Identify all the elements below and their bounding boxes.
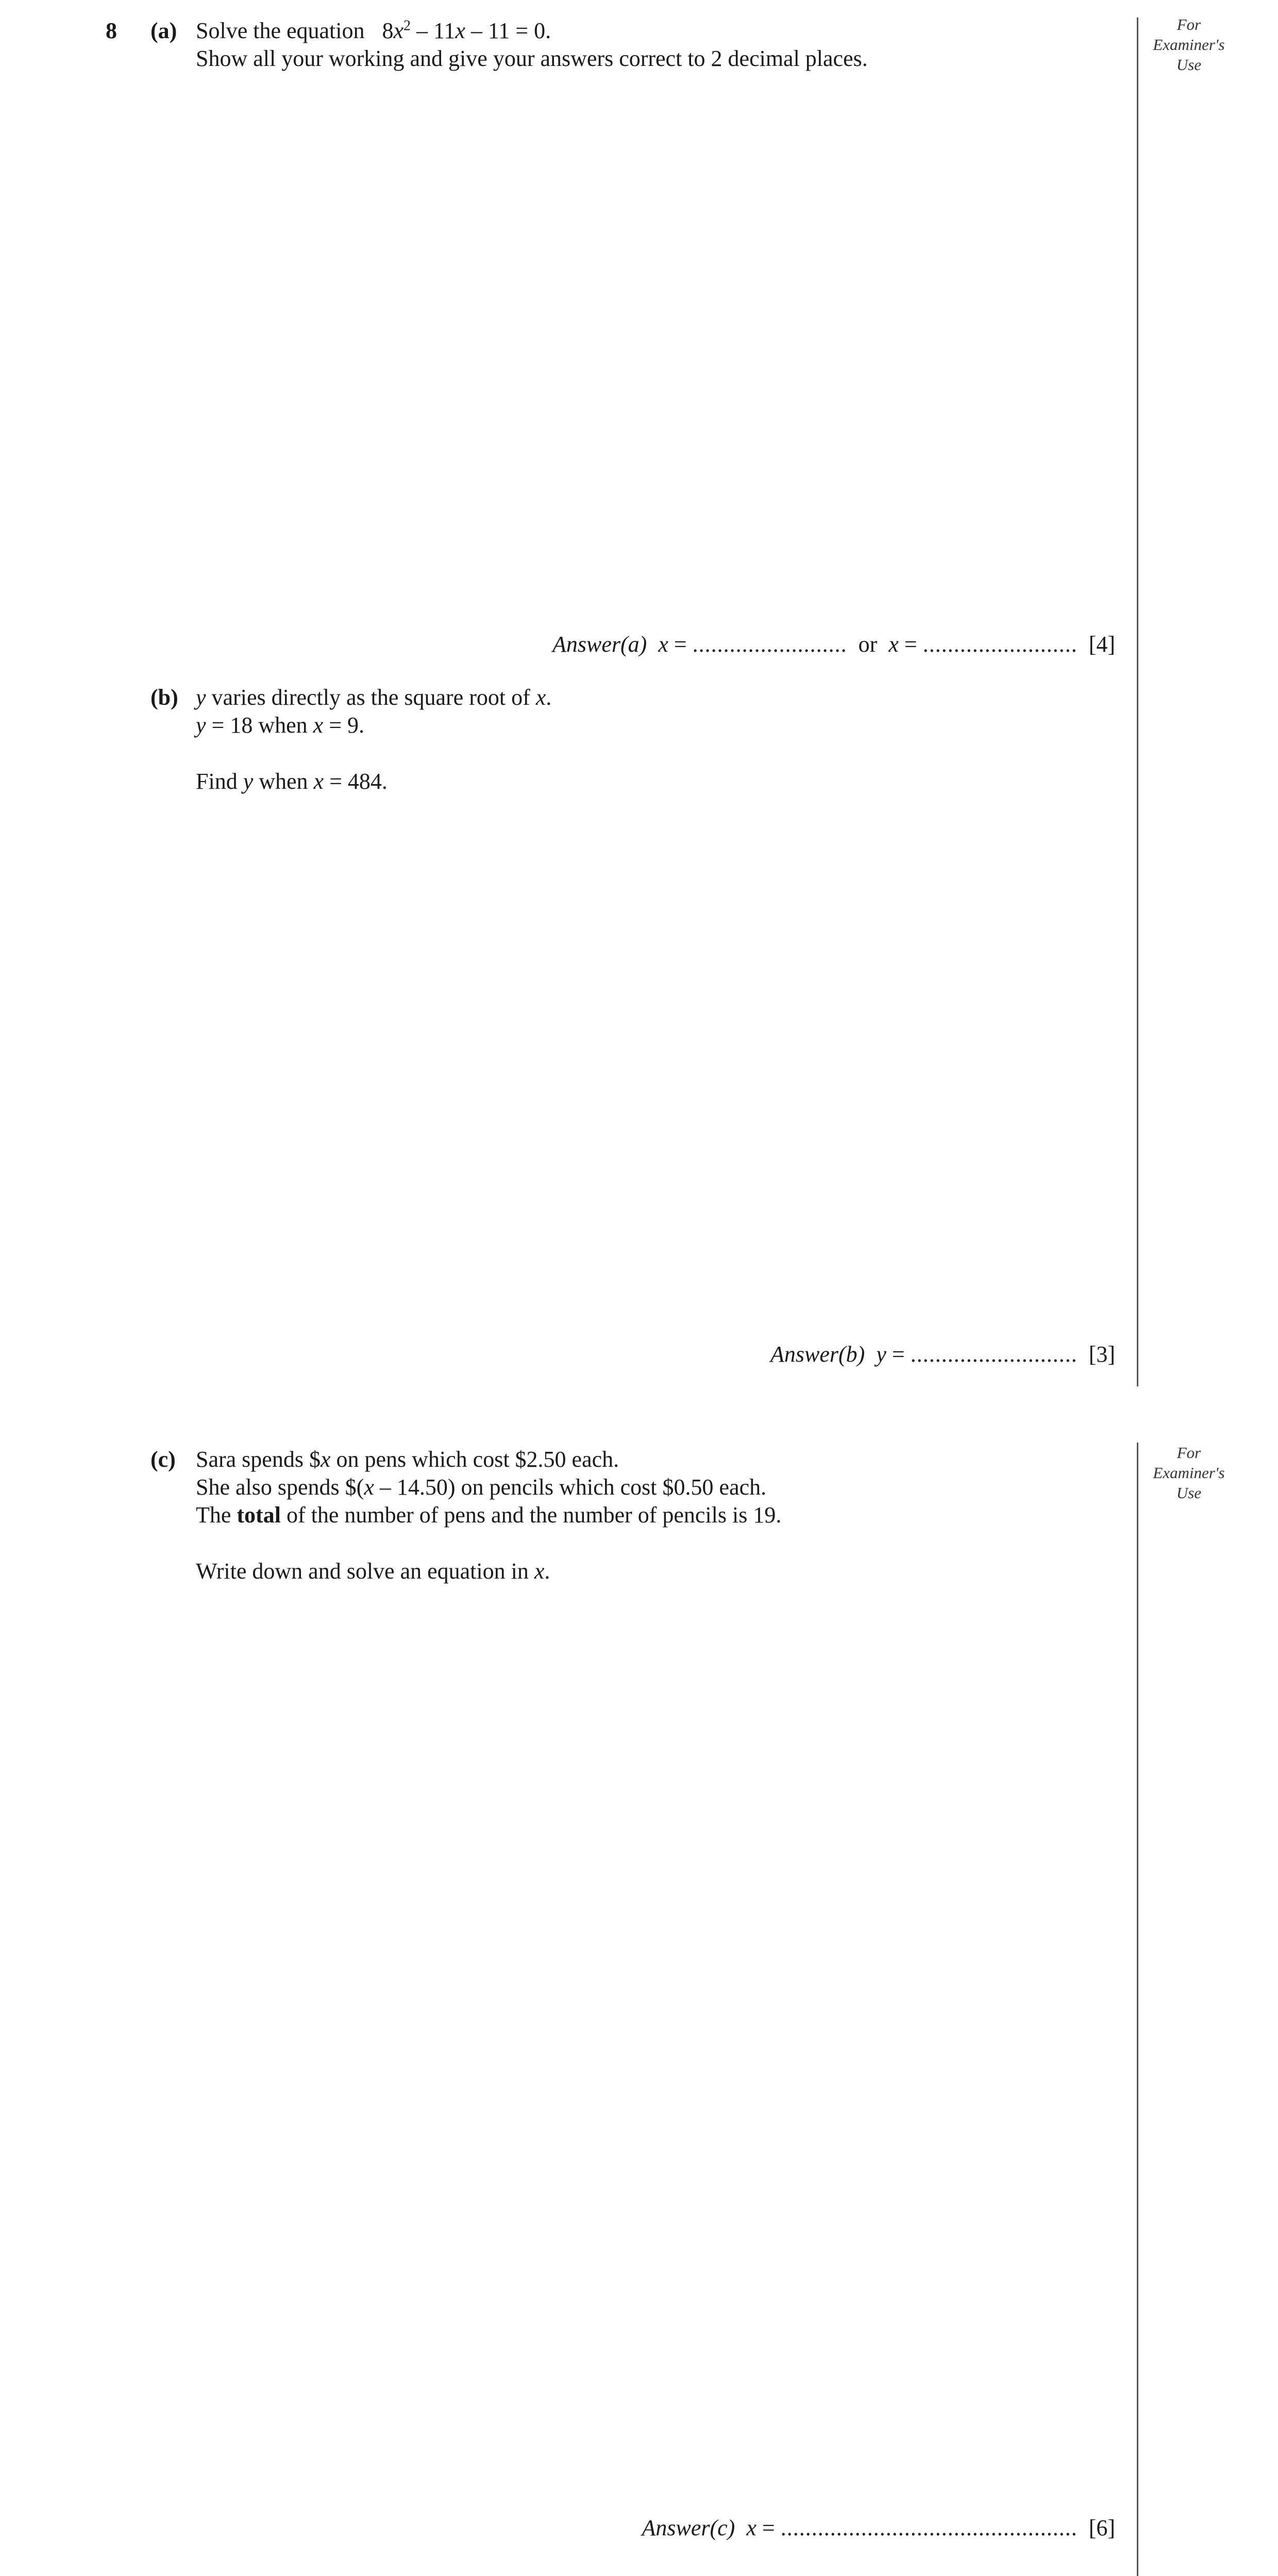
part-b-line-1-end: . [546, 685, 552, 710]
examiner-margin-divider-top [1137, 18, 1138, 1386]
part-a-answer-equals-1: = [668, 632, 693, 657]
part-c-answer-equals: = [756, 2515, 781, 2540]
part-b-answer-equals: = [886, 1342, 911, 1367]
examiner-use-label-bottom [1150, 1443, 1227, 1503]
part-a-prompt-prefix: Solve the equation [196, 18, 365, 43]
part-b-line-3-prefix: Find [196, 769, 243, 794]
part-c-line-2 [196, 1473, 766, 1502]
part-c-answer-label: Answer(c) [642, 2515, 735, 2540]
part-b-answer-label: Answer(b) [770, 1342, 865, 1367]
part-c-line-2-rest: – 14.50) on pencils which cost $0.50 each. [374, 1475, 767, 1500]
part-c-answer-var: x [746, 2515, 756, 2540]
equation-tail: – 11 = 0. [465, 18, 551, 43]
part-a-marks: [4] [1088, 632, 1115, 657]
examiner-label-line-2-bottom: Examiner's [1153, 1464, 1225, 1482]
part-a-answer-equals-2: = [898, 632, 923, 657]
equation-variable-2: x [455, 18, 465, 43]
part-b-var-x: x [535, 685, 546, 710]
examiner-label-line-2: Examiner's [1153, 36, 1225, 54]
part-a-answer-var-1: x [658, 632, 668, 657]
part-b-answer-line [770, 1340, 1115, 1369]
part-a-answer-line [552, 630, 1115, 659]
examiner-label-line-3: Use [1176, 56, 1202, 74]
part-b-var-y: y [196, 685, 206, 710]
part-c-line-3-prefix: The [196, 1502, 237, 1528]
part-b-line-2-var-x: x [313, 713, 324, 738]
part-c-line-1-prefix: Sara spends $ [196, 1447, 321, 1472]
part-c-line-4-end: . [544, 1558, 550, 1584]
part-a-prompt [196, 16, 551, 45]
part-c-line-1-rest: on pens which cost $2.50 each. [330, 1447, 619, 1472]
part-b-line-3-end: = 484. [324, 769, 388, 794]
part-b-line-2-var-y: y [196, 713, 206, 738]
part-c-answer-field[interactable]: ................................................ [780, 2515, 1078, 2540]
part-b-line-3 [196, 767, 388, 796]
part-b-marks: [3] [1088, 1342, 1115, 1367]
part-c-line-2-prefix: She also spends $( [196, 1475, 364, 1500]
examiner-margin-divider-bottom [1137, 1443, 1138, 2576]
examiner-label-line-1-bottom: For [1176, 1444, 1201, 1462]
part-b-line-3-mid: when [253, 769, 314, 794]
part-a-answer-or: or [858, 632, 878, 657]
part-c-label: (c) [150, 1447, 176, 1472]
part-b-line-2-end: = 9. [323, 713, 365, 738]
examiner-label-line-1: For [1176, 15, 1201, 33]
equation-power: 2 [403, 18, 411, 34]
part-c-line-4-prefix: Write down and solve an equation in [196, 1558, 534, 1584]
part-c-line-3 [196, 1501, 781, 1530]
part-a-answer-label: Answer(a) [552, 632, 647, 657]
part-b-answer-var: y [876, 1342, 886, 1367]
part-c-line-2-var: x [364, 1475, 374, 1500]
part-b-line-3-var-x: x [313, 769, 324, 794]
part-a-instruction: Show all your working and give your answers correct to 2 decimal places. [196, 46, 868, 71]
part-a-label: (a) [150, 18, 177, 43]
equation-middle: – 11 [411, 18, 456, 43]
part-a-answer-var-2: x [888, 632, 899, 657]
part-c-line-4 [196, 1557, 550, 1586]
part-b-line-2-mid: = 18 when [206, 713, 313, 738]
part-b-line-2 [196, 711, 364, 740]
part-c-answer-line [642, 2514, 1115, 2543]
part-c-line-1-var: x [320, 1447, 331, 1472]
part-c-line-4-var: x [534, 1558, 545, 1584]
part-b-line-1 [196, 683, 551, 712]
part-c-line-3-bold: total [237, 1502, 281, 1528]
part-b-line-3-var-y: y [243, 769, 254, 794]
equation-coefficient: 8 [382, 18, 394, 43]
part-a-answer-field-1[interactable]: ......................... [692, 632, 847, 657]
examiner-use-label-top [1150, 14, 1227, 75]
part-c-marks: [6] [1088, 2515, 1115, 2540]
examiner-label-line-3-bottom: Use [1176, 1484, 1202, 1502]
part-b-line-1-text: varies directly as the square root of [206, 685, 536, 710]
part-b-label: (b) [150, 685, 178, 710]
part-b-answer-field[interactable]: ........................... [910, 1342, 1078, 1367]
part-a-answer-field-2[interactable]: ......................... [922, 632, 1078, 657]
question-number: 8 [106, 18, 117, 43]
part-c-line-1 [196, 1445, 619, 1474]
equation-variable: x [393, 18, 404, 43]
part-c-line-3-rest: of the number of pens and the number of pencils is 19. [280, 1502, 782, 1528]
